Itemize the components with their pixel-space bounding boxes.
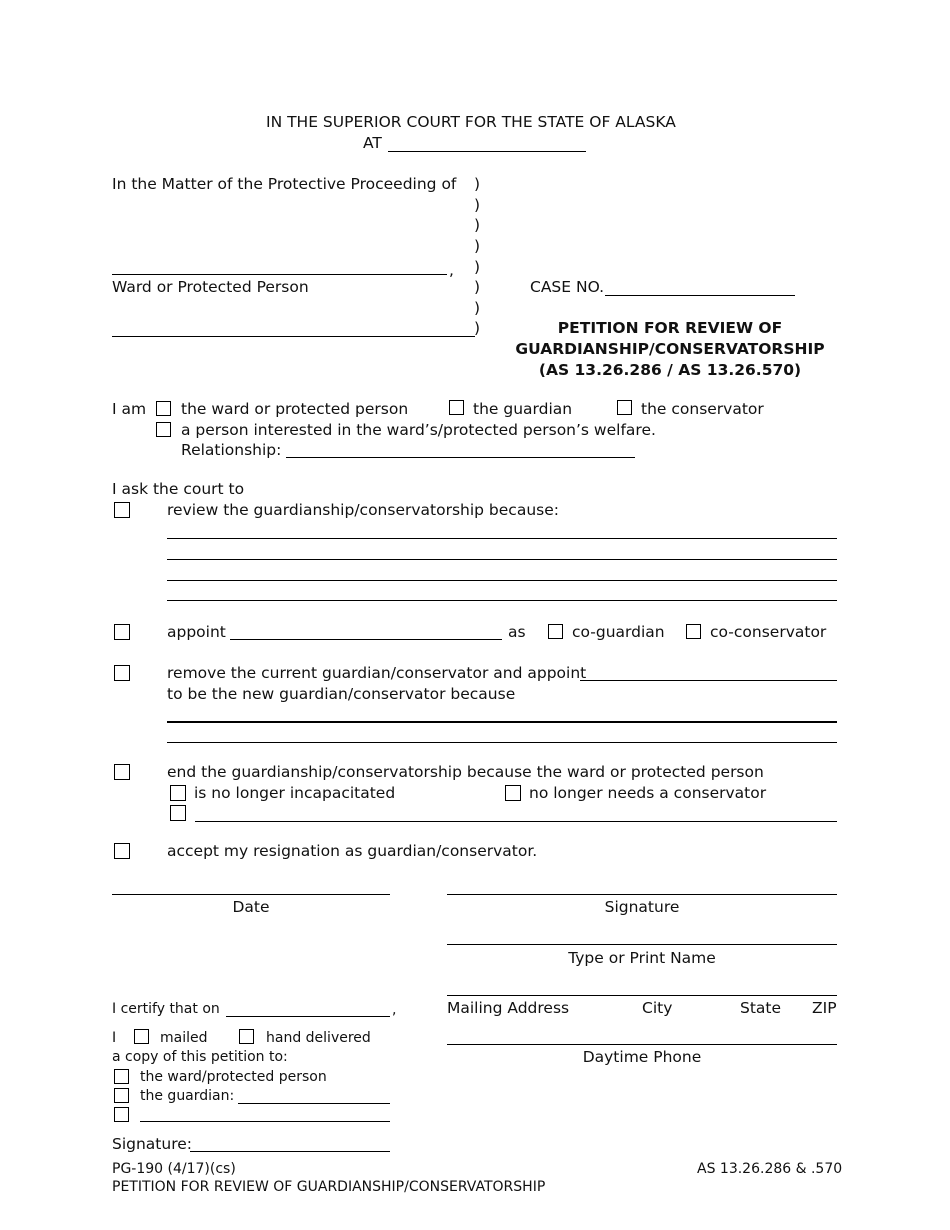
served-other-checkbox[interactable] bbox=[114, 1107, 129, 1122]
review-reason-line[interactable] bbox=[167, 538, 837, 539]
certify-date-field[interactable] bbox=[226, 1016, 390, 1017]
served-guardian-label: the guardian: bbox=[140, 1088, 235, 1104]
iam-guardian-checkbox[interactable] bbox=[449, 400, 464, 415]
mailed-label: mailed bbox=[160, 1030, 208, 1046]
remove-reason-line[interactable] bbox=[167, 742, 837, 743]
iam-interested-label: a person interested in the ward’s/protected person’s welfare. bbox=[181, 421, 656, 439]
caption-paren: ) bbox=[474, 196, 481, 214]
iam-interested-checkbox[interactable] bbox=[156, 422, 171, 437]
court-heading: IN THE SUPERIOR COURT FOR THE STATE OF ALASKA bbox=[266, 113, 676, 131]
iam-ward-checkbox[interactable] bbox=[156, 401, 171, 416]
print-name-field[interactable] bbox=[447, 944, 837, 945]
relationship-label: Relationship: bbox=[181, 441, 282, 459]
ward-name-comma: , bbox=[449, 261, 454, 279]
remove-label-line1: remove the current guardian/conservator and appoint bbox=[167, 664, 587, 682]
new-guardian-name-field[interactable] bbox=[580, 680, 837, 681]
iam-conservator-label: the conservator bbox=[641, 400, 764, 418]
resignation-checkbox[interactable] bbox=[114, 843, 130, 859]
date-label: Date bbox=[232, 898, 270, 916]
daytime-phone-field[interactable] bbox=[447, 1044, 837, 1045]
court-location-field[interactable] bbox=[388, 151, 586, 152]
served-ward-label: the ward/protected person bbox=[140, 1069, 327, 1085]
form-number: PG-190 (4/17)(cs) bbox=[112, 1161, 236, 1177]
date-field[interactable] bbox=[112, 894, 390, 895]
end-other-checkbox[interactable] bbox=[170, 805, 186, 821]
review-label: review the guardianship/conservatorship because: bbox=[167, 501, 559, 519]
not-incapacitated-label: is no longer incapacitated bbox=[194, 784, 396, 802]
form-title-footer: PETITION FOR REVIEW OF GUARDIANSHIP/CONSERVATORSHIP bbox=[112, 1179, 546, 1195]
certify-i-label: I bbox=[112, 1030, 117, 1046]
caption-paren: ) bbox=[474, 216, 481, 234]
remove-reason-line[interactable] bbox=[167, 721, 837, 723]
case-no-field[interactable] bbox=[605, 295, 795, 296]
caption-paren: ) bbox=[474, 319, 481, 337]
caption-paren: ) bbox=[474, 237, 481, 255]
matter-label: In the Matter of the Protective Proceeding of bbox=[112, 175, 457, 193]
hand-delivered-checkbox[interactable] bbox=[239, 1029, 254, 1044]
appoint-name-field[interactable] bbox=[230, 639, 502, 640]
served-ward-checkbox[interactable] bbox=[114, 1069, 129, 1084]
zip-label: ZIP bbox=[812, 999, 837, 1017]
served-guardian-checkbox[interactable] bbox=[114, 1088, 129, 1103]
remove-label-line2: to be the new guardian/conservator because bbox=[167, 685, 516, 703]
served-guardian-name-field[interactable] bbox=[238, 1103, 390, 1104]
served-other-name-field[interactable] bbox=[140, 1121, 390, 1122]
certify-comma: , bbox=[392, 1002, 397, 1018]
hand-delivered-label: hand delivered bbox=[266, 1030, 371, 1046]
mailing-address-label: Mailing Address bbox=[447, 999, 570, 1017]
signature-field[interactable] bbox=[447, 894, 837, 895]
city-label: City bbox=[642, 999, 673, 1017]
caption-paren: ) bbox=[474, 175, 481, 193]
appoint-checkbox[interactable] bbox=[114, 624, 130, 640]
co-conservator-checkbox[interactable] bbox=[686, 624, 701, 639]
end-checkbox[interactable] bbox=[114, 764, 130, 780]
petition-title-line3: (AS 13.26.286 / AS 13.26.570) bbox=[538, 361, 802, 379]
mailing-address-field[interactable] bbox=[447, 995, 837, 996]
appoint-as-label: as bbox=[508, 623, 526, 641]
iam-label: I am bbox=[112, 400, 147, 418]
iam-guardian-label: the guardian bbox=[473, 400, 573, 418]
at-label: AT bbox=[363, 134, 382, 152]
remove-checkbox[interactable] bbox=[114, 665, 130, 681]
not-needs-conservator-label: no longer needs a conservator bbox=[529, 784, 767, 802]
print-name-label: Type or Print Name bbox=[568, 949, 716, 967]
ask-label: I ask the court to bbox=[112, 480, 245, 498]
not-needs-conservator-checkbox[interactable] bbox=[505, 785, 521, 801]
relationship-field[interactable] bbox=[286, 457, 635, 458]
review-reason-line[interactable] bbox=[167, 600, 837, 601]
certify-signature-label: Signature: bbox=[112, 1135, 192, 1153]
resignation-label: accept my resignation as guardian/conservator. bbox=[167, 842, 538, 860]
signature-label: Signature bbox=[604, 898, 680, 916]
petition-title-line2: GUARDIANSHIP/CONSERVATORSHIP bbox=[515, 340, 825, 358]
iam-conservator-checkbox[interactable] bbox=[617, 400, 632, 415]
daytime-phone-label: Daytime Phone bbox=[582, 1048, 702, 1066]
caption-paren: ) bbox=[474, 278, 481, 296]
caption-extra-field[interactable] bbox=[112, 336, 475, 337]
caption-paren: ) bbox=[474, 258, 481, 276]
mailed-checkbox[interactable] bbox=[134, 1029, 149, 1044]
caption-paren: ) bbox=[474, 299, 481, 317]
iam-ward-label: the ward or protected person bbox=[181, 400, 409, 418]
certify-signature-field[interactable] bbox=[190, 1151, 390, 1152]
ward-name-field[interactable] bbox=[112, 274, 447, 275]
petition-title-line1: PETITION FOR REVIEW OF bbox=[557, 319, 783, 337]
statute-reference: AS 13.26.286 & .570 bbox=[697, 1161, 843, 1177]
copy-to-label: a copy of this petition to: bbox=[112, 1049, 288, 1065]
state-label: State bbox=[740, 999, 782, 1017]
certify-label: I certify that on bbox=[112, 1001, 220, 1017]
not-incapacitated-checkbox[interactable] bbox=[170, 785, 186, 801]
co-guardian-checkbox[interactable] bbox=[548, 624, 563, 639]
review-checkbox[interactable] bbox=[114, 502, 130, 518]
case-no-label: CASE NO. bbox=[530, 278, 605, 296]
end-other-reason-field[interactable] bbox=[195, 821, 837, 822]
review-reason-line[interactable] bbox=[167, 580, 837, 581]
review-reason-line[interactable] bbox=[167, 559, 837, 560]
co-conservator-label: co-conservator bbox=[710, 623, 827, 641]
co-guardian-label: co-guardian bbox=[572, 623, 665, 641]
appoint-label: appoint bbox=[167, 623, 226, 641]
ward-label: Ward or Protected Person bbox=[112, 278, 309, 296]
end-label: end the guardianship/conservatorship because the ward or protected person bbox=[167, 763, 764, 781]
